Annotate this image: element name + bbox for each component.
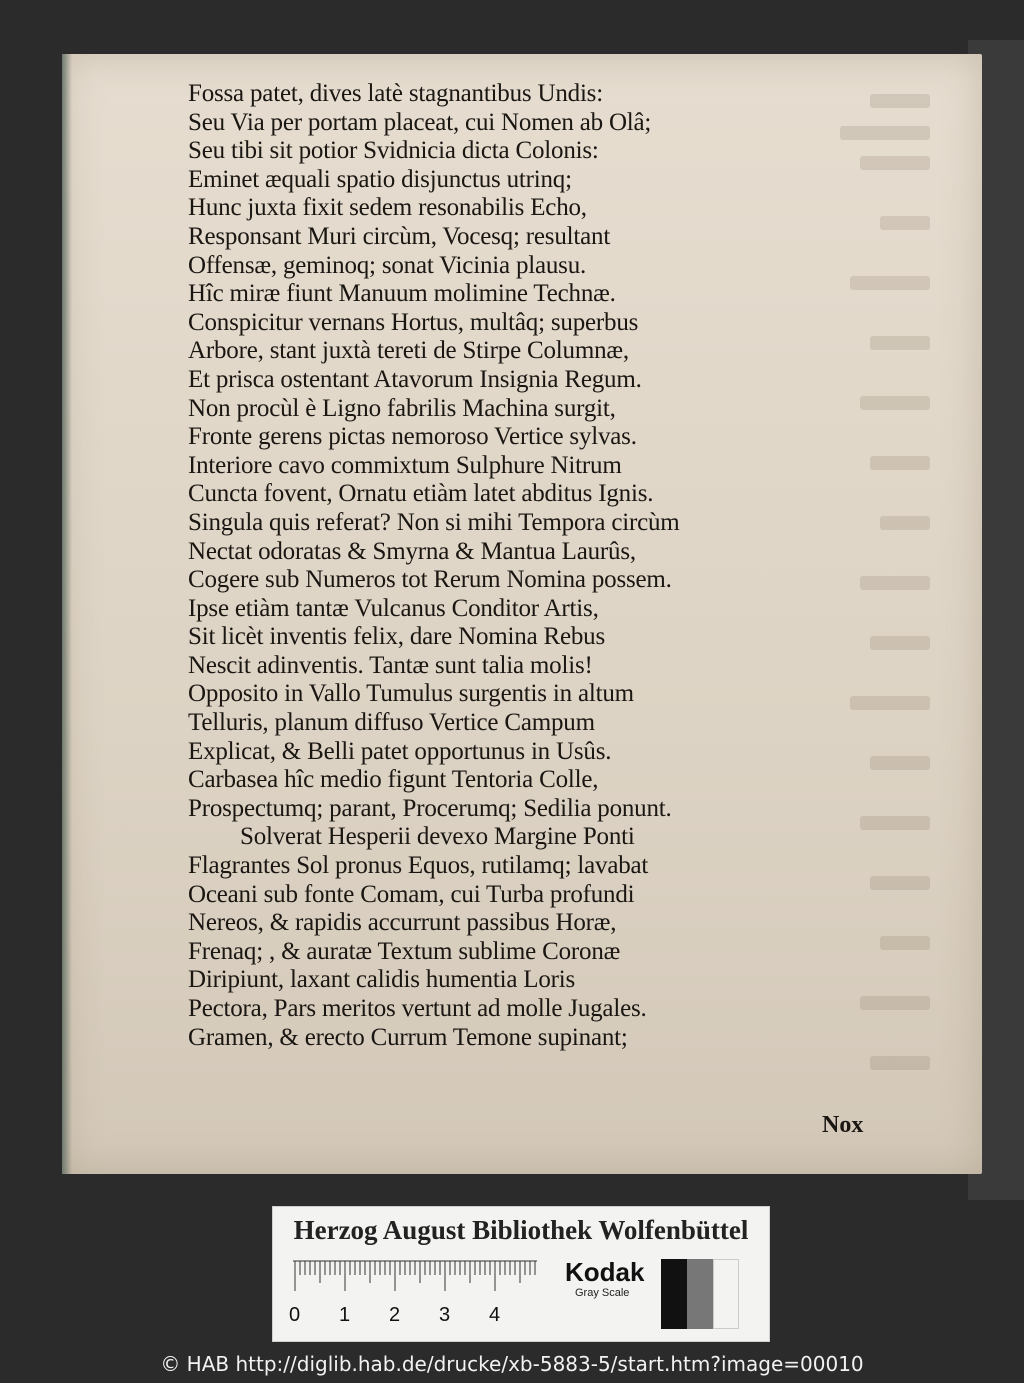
catchword: Nox	[822, 1112, 864, 1138]
poem-line: Seu Via per portam placeat, cui Nomen ab Olâ;	[188, 108, 652, 136]
copyright-url: © HAB http://diglib.hab.de/drucke/xb-5883-5/start.htm?image=00010	[160, 1352, 864, 1376]
poem-line: Solverat Hesperii devexo Margine Ponti	[240, 823, 635, 851]
ruler-number: 3	[439, 1304, 451, 1326]
kodak-logo: Kodak	[565, 1257, 645, 1287]
poem-line: Oceani sub fonte Comam, cui Turba profundi	[188, 880, 635, 908]
ruler-number: 4	[489, 1304, 501, 1326]
gray-patch-mid	[687, 1259, 713, 1329]
ruler-number: 1	[339, 1304, 351, 1326]
poem-line: Fronte gerens pictas nemoroso Vertice sylvas.	[188, 423, 637, 451]
poem-line: Arbore, stant juxtà tereti de Stirpe Columnæ,	[188, 337, 629, 365]
institution-label: Herzog August Bibliothek Wolfenbüttel	[293, 1215, 749, 1245]
poem-line: Interiore cavo commixtum Sulphure Nitrum	[188, 451, 622, 479]
ruler-number: 2	[389, 1304, 401, 1326]
page-gutter-shadow	[62, 54, 72, 1174]
poem-line: Hunc juxta fixit sedem resonabilis Echo,	[188, 194, 587, 222]
poem-line: Frenaq; , & auratæ Textum sublime Coronæ	[188, 937, 621, 965]
poem-line: Et prisca ostentant Atavorum Insignia Regum.	[188, 365, 642, 393]
poem-line: Opposito in Vallo Tumulus surgentis in altum	[188, 680, 634, 708]
poem-line: Responsant Muri circùm, Vocesq; resultant	[188, 222, 611, 250]
poem-line: Sit licèt inventis felix, dare Nomina Rebus	[188, 623, 606, 651]
poem-line: Offensæ, geminoq; sonat Vicinia plausu.	[188, 251, 587, 279]
ruler-number: 0	[289, 1304, 301, 1326]
gray-patch-white	[713, 1259, 739, 1329]
scale-ruler	[285, 1259, 545, 1329]
poem-line: Cogere sub Numeros tot Rerum Nomina possem.	[188, 566, 672, 594]
poem-line: Conspicitur vernans Hortus, multâq; superbus	[188, 308, 639, 336]
poem-line: Eminet æquali spatio disjunctus utrinq;	[188, 165, 572, 193]
poem-line: Flagrantes Sol pronus Equos, rutilamq; lavabat	[188, 852, 649, 880]
poem-line: Diripiunt, laxant calidis humentia Loris	[188, 966, 576, 994]
colour-calibration-target	[272, 1206, 770, 1342]
poem-line: Nereos, & rapidis accurrunt passibus Horæ,	[188, 909, 617, 937]
poem-line: Ipse etiàm tantæ Vulcanus Conditor Artis,	[188, 594, 599, 622]
gray-patch-black	[661, 1259, 687, 1329]
poem-line: Prospectumq; parant, Procerumq; Sedilia ponunt.	[188, 794, 672, 822]
poem-line: Seu tibi sit potior Svidnicia dicta Colonis:	[188, 137, 599, 165]
poem-line: Explicat, & Belli patet opportunus in Usûs.	[188, 737, 612, 765]
poem-line: Singula quis referat? Non si mihi Tempora circùm	[188, 508, 680, 536]
poem-line: Fossa patet, dives latè stagnantibus Undis:	[188, 80, 603, 107]
poem-line: Cuncta fovent, Ornatu etiàm latet abditus Ignis.	[188, 480, 654, 508]
poem-line: Hîc miræ fiunt Manuum molimine Technæ.	[188, 280, 616, 308]
poem-line: Pectora, Pars meritos vertunt ad molle Jugales.	[188, 995, 647, 1022]
gray-scale-label: Gray Scale	[575, 1287, 630, 1299]
poem-line: Gramen, & erecto Currum Temone supinant;	[188, 1023, 628, 1051]
poem-line: Non procùl è Ligno fabrilis Machina surgit,	[188, 394, 616, 422]
poem-line: Nescit adinventis. Tantæ sunt talia molis!	[188, 651, 593, 679]
poem-line: Nectat odoratas & Smyrna & Mantua Laurûs,	[188, 537, 636, 565]
poem-line: Carbasea hîc medio figunt Tentoria Colle,	[188, 766, 599, 794]
poem-text	[188, 80, 808, 1052]
poem-line: Telluris, planum diffuso Vertice Campum	[188, 709, 595, 737]
